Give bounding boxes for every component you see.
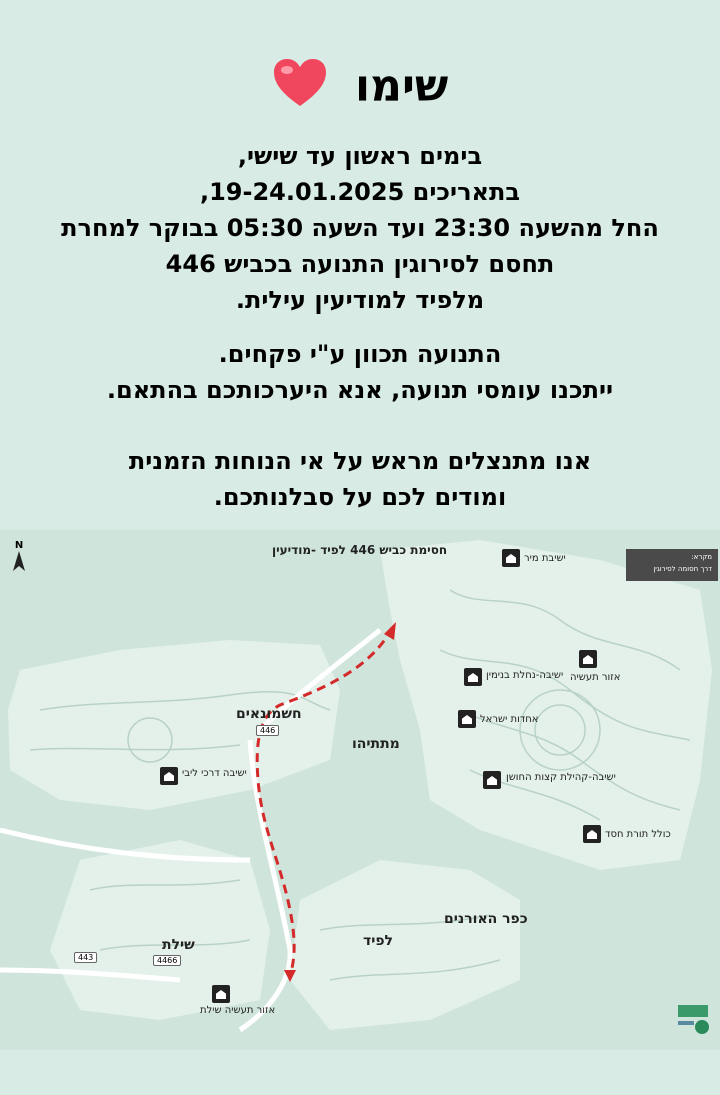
notice-line: התנועה תכוון ע"י פקחים. — [218, 340, 502, 368]
announcement-title — [0, 58, 720, 119]
poi-label: כולל תורת חסד — [605, 829, 671, 840]
building-icon — [583, 825, 601, 843]
north-arrow-icon — [12, 551, 26, 571]
poi-label: ישיבת מיר — [524, 553, 566, 564]
notice-line: מלפיד למודיעין עילית. — [235, 286, 485, 314]
closure-map — [0, 530, 720, 1050]
legend-item: דרך חסומה לסירוגין — [653, 565, 712, 573]
notice-line: ייתכנו עומסי תנועה, אנא היערכותכם בהתאם. — [106, 376, 614, 404]
building-icon — [160, 767, 178, 785]
poi-label: ישיבה-קהילת קצות החושן — [506, 772, 616, 783]
map-background — [0, 530, 720, 1050]
notice-line: בתאריכים 19-24.01.2025, — [199, 178, 521, 206]
notice-paragraph-dates — [20, 138, 700, 318]
notice-line: בימים ראשון עד שישי, — [237, 142, 483, 170]
poi-label: אזור תעשיה שילת — [200, 1005, 276, 1016]
town-lapid: לפיד — [363, 933, 394, 949]
map-legend — [626, 549, 718, 581]
poi-label: ישיבה-נחלת בנימין — [486, 670, 564, 681]
notice-line: תחסם לסירוגין התנועה בכביש 446 — [165, 250, 555, 278]
title-text: שימו — [355, 60, 449, 112]
notice-line: ומודים לכם על סבלנותכם. — [213, 483, 507, 511]
north-arrow — [12, 540, 26, 574]
road-446-shield: 446 — [256, 725, 279, 736]
legend-title: מקרא: — [691, 553, 712, 561]
road-4466-shield: 4466 — [153, 955, 181, 966]
poi-label: אזור תעשיה — [570, 672, 621, 683]
heart-icon — [272, 58, 328, 119]
building-icon — [579, 650, 597, 668]
notice-paragraph-apology — [20, 443, 700, 515]
building-icon — [502, 549, 520, 567]
town-matityahu: מתתיהו — [352, 736, 400, 752]
town-kfar-haoranim: כפר האורנים — [444, 911, 528, 927]
org-logo — [676, 1003, 710, 1037]
poi-label: אחדות ישראל — [480, 714, 539, 725]
building-icon — [458, 710, 476, 728]
building-icon — [464, 668, 482, 686]
north-label: N — [14, 540, 24, 551]
town-shilat: שילת — [162, 937, 195, 953]
notice-line: החל מהשעה 23:30 ועד השעה 05:30 בבוקר למחרת — [61, 214, 659, 242]
road-443-shield: 443 — [74, 952, 97, 963]
map-title: חסימת כביש 446 לפיד -מודיעין — [272, 543, 448, 557]
poi-label: ישיבה דרכי ליבי — [182, 768, 247, 779]
building-icon — [483, 771, 501, 789]
notice-line: אנו מתנצלים מראש על אי הנוחות הזמנית — [128, 447, 592, 475]
notice-paragraph-traffic — [20, 336, 700, 408]
town-hashmonaim: חשמונאים — [236, 706, 302, 722]
building-icon — [212, 985, 230, 1003]
